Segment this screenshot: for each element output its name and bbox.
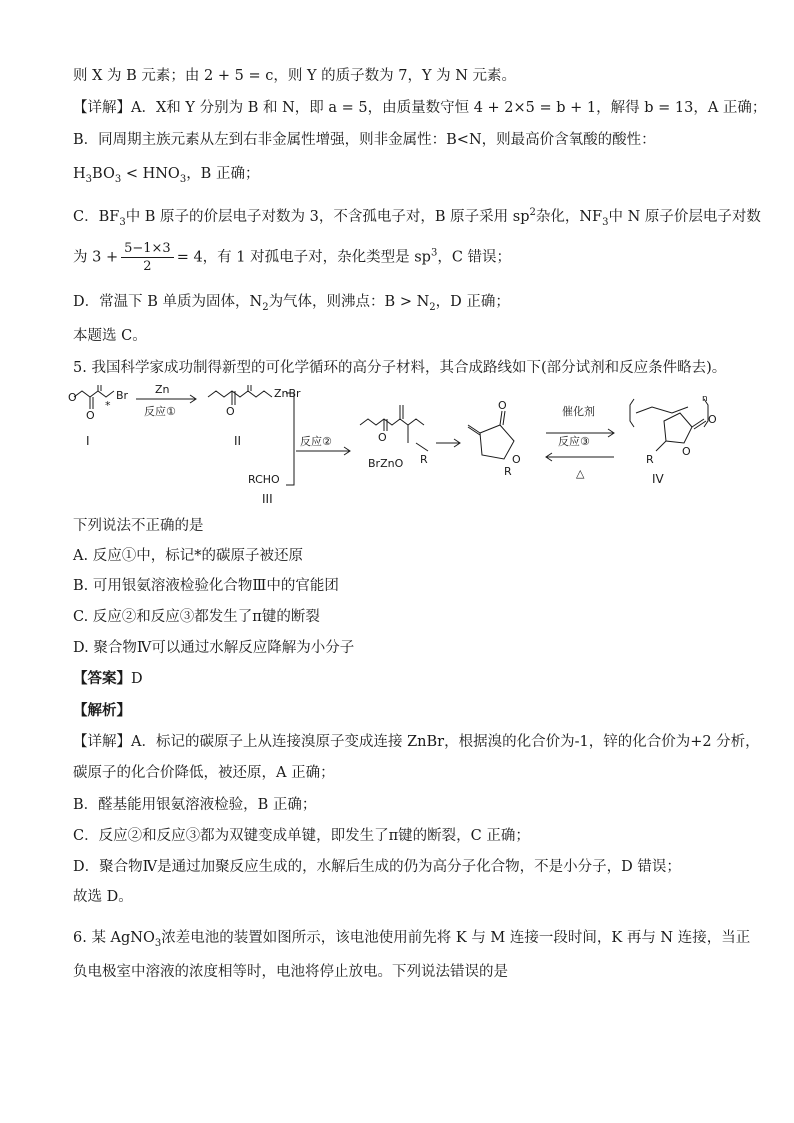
q4-detail-b1: B．同周期主族元素从左到右非金属性增强，则非金属性：B<N，则最高价含氧酸的酸性： xyxy=(73,132,656,148)
atom-label: O xyxy=(226,405,235,418)
reaction-1-label: 反应① xyxy=(144,405,176,418)
q6-stem-1: 6. 某 AgNO$_3$浓差电池的装置如图所示，该电池使用前先将 K 与 M 连接一段时间，K 再与 N 连接，当正 xyxy=(73,930,751,949)
compound-label-2: II xyxy=(234,434,242,448)
q5-explain-a2: 碳原子的化合价降低，被还原，A 正确； xyxy=(73,765,335,781)
atom-label: Br xyxy=(116,389,129,402)
atom-label: O xyxy=(708,413,717,426)
atom-label: BrZnO xyxy=(368,457,404,470)
q5-option-a: A. 反应①中，标记*的碳原子被还原 xyxy=(73,548,303,564)
q5-explain-b: B．醛基能用银氨溶液检验，B 正确； xyxy=(73,797,317,813)
q6-stem-2: 负电极室中溶液的浓度相等时，电池将停止放电。下列说法错误的是 xyxy=(73,964,508,980)
q5-option-c: C. 反应②和反应③都发生了π键的断裂 xyxy=(73,609,320,625)
q5-option-b: B. 可用银氨溶液检验化合物Ⅲ中的官能团 xyxy=(73,578,339,594)
heat-label: △ xyxy=(576,467,585,480)
q4-detail-b2: $H_3BO_3 < HNO_3$，B 正确； xyxy=(73,166,260,185)
q4-conclusion: 本题选 C。 xyxy=(73,328,147,344)
star-mark: * xyxy=(105,399,111,412)
fraction: $\frac{5-1\times 3}{2}$ xyxy=(121,240,174,275)
q4-detail-a xyxy=(73,98,766,118)
atom-label: O xyxy=(512,453,521,466)
q4-detail-c2: 为 3 + $\frac{5-1\times 3}{2}$ = 4，有 1 对孤电子对，杂化类型是 $sp^3$，C 错误； xyxy=(73,241,512,274)
reaction-3-label: 反应③ xyxy=(558,435,590,448)
catalyst-label: 催化剂 xyxy=(562,405,595,418)
answer-value: D xyxy=(131,671,143,687)
q4-line-1: 则 X 为 B 元素；由 2 + 5 = c，则 Y 的质子数为 7，Y 为 N 元素。 xyxy=(73,68,517,84)
atom-label: ZnBr xyxy=(274,387,301,400)
q5-stem: 5. 我国科学家成功制得新型的可化学循环的高分子材料，其合成路线如下(部分试剂和反应条件略去)。 xyxy=(73,360,727,376)
q5-explain-d: D．聚合物Ⅳ是通过加聚反应生成的，水解后生成的仍为高分子化合物，不是小分子，D 错误； xyxy=(73,859,681,875)
q4-option-a-text: A．X和 Y 分别为 B 和 N，即 a = 5，由质量数守恒 4 + 2×5 = b + 1，解得 b = 13，A 正确； xyxy=(131,100,767,116)
detail-tag: 【详解】 xyxy=(73,734,131,750)
atom-label: O xyxy=(86,409,95,422)
q5-answer xyxy=(73,669,143,689)
reagent-label: Zn xyxy=(155,385,170,396)
atom-label: O xyxy=(498,399,507,412)
reaction-2-label: 反应② xyxy=(300,435,332,448)
atom-label: R xyxy=(646,453,654,466)
atom-label: O xyxy=(378,431,387,444)
reagent-rcho: RCHO xyxy=(248,473,280,486)
q5-option-d: D. 聚合物Ⅳ可以通过水解反应降解为小分子 xyxy=(73,640,355,656)
atom-label: O xyxy=(68,391,77,404)
q5-conclusion: 故选 D。 xyxy=(73,889,133,905)
compound-label-3: III xyxy=(262,492,273,506)
q5-explain-c: C．反应②和反应③都为双键变成单键，即发生了π键的断裂，C 正确； xyxy=(73,828,530,844)
atom-label: O xyxy=(682,445,691,458)
q4-detail-c1: C．$BF_3$中 B 原子的价层电子对数为 3，不含孤电子对，B 原子采用 $sp^2$杂化，$NF_3$中 N 原子价层电子对数 xyxy=(73,207,761,228)
detail-tag: 【详解】 xyxy=(73,100,131,116)
q5-explain-a1: 【详解】A．标记的碳原子上从连接溴原子变成连接 ZnBr，根据溴的化合价为-1，锌的化合价为+2 分析， xyxy=(73,734,760,750)
q5-question: 下列说法不正确的是 xyxy=(73,518,204,534)
answer-tag: 【答案】 xyxy=(73,670,131,687)
synthesis-scheme xyxy=(68,385,728,510)
analysis-tag: 【解析】 xyxy=(73,702,131,719)
atom-label: R xyxy=(504,465,512,478)
atom-label: R xyxy=(420,453,428,466)
repeat-n: n xyxy=(702,394,708,404)
compound-label-4: IV xyxy=(652,472,664,486)
q4-detail-d: D．常温下 B 单质为固体，$N_2$为气体，则沸点：$B > N_2$，D 正确； xyxy=(73,294,510,313)
compound-label-1: I xyxy=(86,434,90,448)
